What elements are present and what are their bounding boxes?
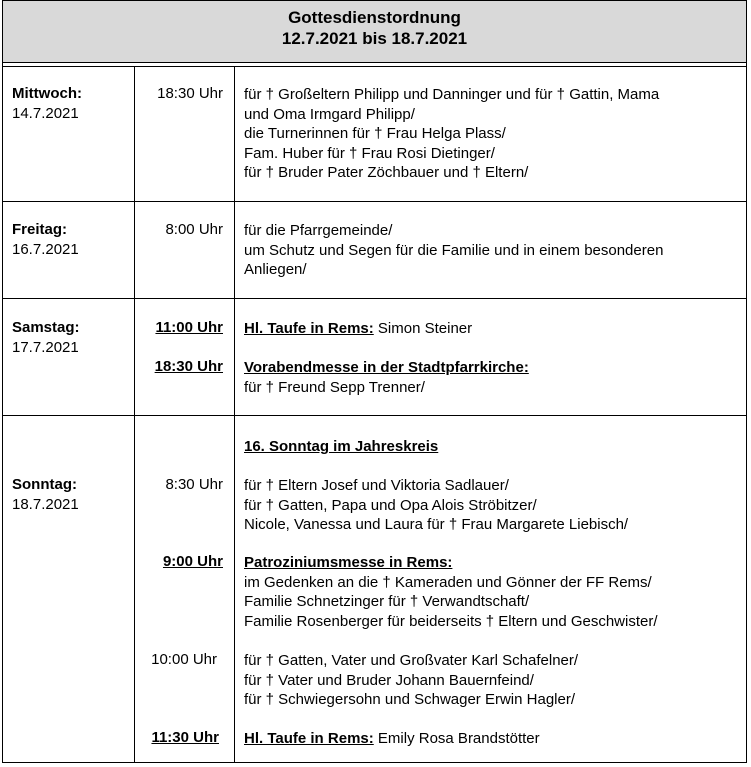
intention-line: im Gedenken an die † Kameraden und Gönner der FF Rems/ [244, 573, 652, 591]
day-cell [12, 220, 79, 260]
intention-line: Nicole, Vanessa und Laura für † Frau Margarete Liebisch/ [244, 516, 629, 533]
event-heading: 16. Sonntag im Jahreskreis [244, 438, 439, 455]
event-heading: Patroziniumsmesse in Rems: [244, 554, 453, 571]
intention-line: Anliegen/ [244, 261, 307, 278]
intention-line: für † Schwiegersohn und Schwager Erwin Hagler/ [244, 691, 576, 708]
day-cell [12, 475, 79, 515]
evening-mass-entry [244, 358, 529, 397]
intention-line: und Oma Irmgard Philipp/ [244, 105, 415, 123]
day-name: Sonntag: [12, 476, 77, 493]
day-date: 16.7.2021 [12, 241, 79, 258]
intentions [244, 85, 659, 183]
event-heading: Hl. Taufe in Rems: [244, 730, 374, 747]
intention-line: für † Eltern Josef und Viktoria Sadlauer/ [244, 477, 509, 494]
day-date: 17.7.2021 [12, 339, 79, 356]
day-name: Mittwoch: [12, 85, 82, 102]
intention-line: für die Pfarrgemeinde/ [244, 222, 393, 239]
row-wednesday [3, 66, 746, 201]
baptism-entry [244, 319, 472, 339]
day-cell [12, 318, 80, 358]
page-title: Gottesdienstordnung [288, 8, 461, 27]
row-friday [3, 201, 746, 298]
intention-line: für † Großeltern Philipp und Danninger und für † Gattin, Mama [244, 86, 660, 103]
mass-time: 18:30 Uhr [154, 358, 223, 375]
mass-time: 8:00 Uhr [165, 221, 223, 238]
schedule-table [2, 0, 747, 763]
mass-time: 11:30 Uhr [151, 729, 219, 746]
intention-line: für † Gatten, Papa und Opa Alois Ströbitzer/ [244, 496, 537, 514]
intentions [244, 476, 628, 535]
mass-time: 10:00 Uhr [151, 651, 217, 668]
event-text: Emily Rosa Brandstötter [373, 730, 540, 747]
intention-line: die Turnerinnen für † Frau Helga Plass/ [244, 125, 506, 142]
day-name: Samstag: [12, 319, 80, 336]
intention-line: für † Vater und Bruder Johann Bauernfeind/ [244, 671, 534, 689]
day-date: 18.7.2021 [12, 496, 79, 513]
intention-line: für † Bruder Pater Zöchbauer und † Eltern/ [244, 164, 529, 181]
day-date: 14.7.2021 [12, 105, 79, 122]
event-heading: Vorabendmesse in der Stadtpfarrkirche: [244, 359, 529, 376]
sunday-heading [244, 437, 438, 457]
intention-line: für † Gatten, Vater und Großvater Karl Schafelner/ [244, 652, 579, 669]
day-cell [12, 84, 82, 124]
baptism-entry [244, 729, 540, 749]
intentions [244, 651, 578, 710]
event-heading: Hl. Taufe in Rems: [244, 320, 374, 337]
intention-line: Familie Rosenberger für beiderseits † Eltern und Geschwister/ [244, 612, 658, 630]
event-text: Simon Steiner [373, 320, 473, 337]
date-range: 12.7.2021 bis 18.7.2021 [281, 29, 468, 48]
intention-line: für † Freund Sepp Trenner/ [244, 378, 425, 396]
mass-time: 9:00 Uhr [162, 553, 223, 570]
row-sunday [3, 415, 746, 764]
intention-line: um Schutz und Segen für die Familie und in einem besonderen [244, 241, 664, 259]
row-saturday [3, 298, 746, 415]
table-header [3, 1, 746, 63]
intentions [244, 221, 663, 280]
mass-time: 11:00 Uhr [155, 319, 223, 336]
intention-line: Familie Schnetzinger für † Verwandtschaft/ [244, 593, 530, 610]
intention-line: Fam. Huber für † Frau Rosi Dietinger/ [244, 144, 495, 162]
mass-time: 8:30 Uhr [165, 476, 223, 493]
mass-time: 18:30 Uhr [157, 85, 223, 102]
day-name: Freitag: [12, 221, 68, 238]
patronal-mass-entry [244, 553, 658, 631]
